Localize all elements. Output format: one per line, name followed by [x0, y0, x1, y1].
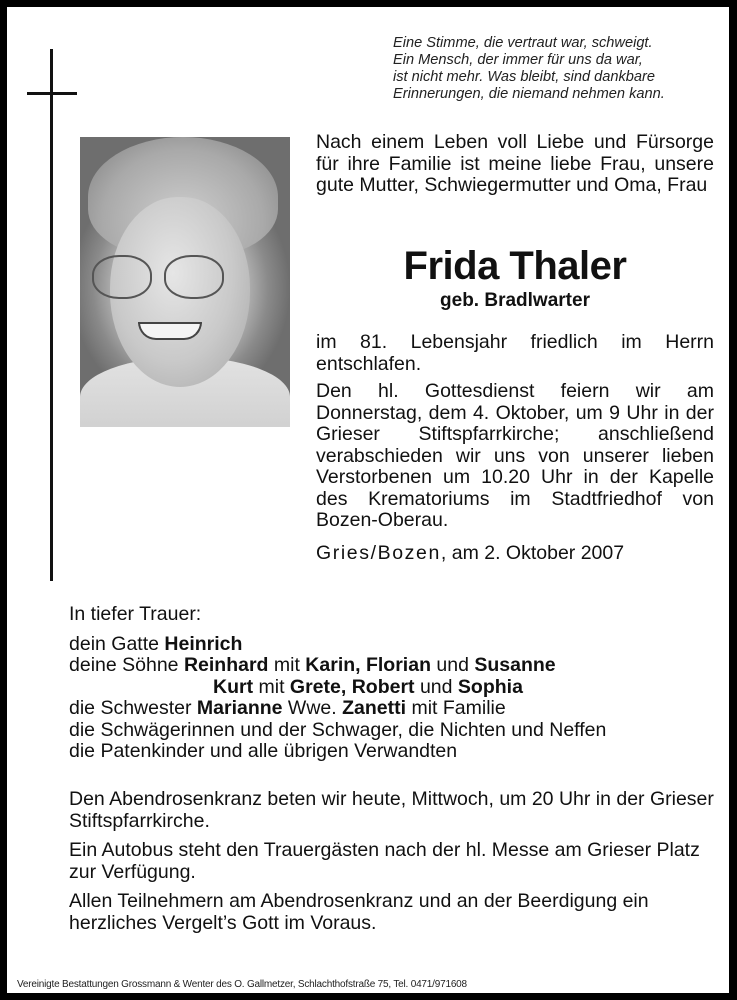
service-info: Den hl. Gottesdienst feiern wir am Donnerstag, dem 4. Oktober, um 9 Uhr in der Grieser Stiftspfarrkirche; anschließend verabschieden wir uns von unserer lieben Verstorbenen um 10.20 Uhr in der Kapelle des Krematoriums im Stadtfriedhof von Bozen-Oberau. [316, 380, 714, 531]
mourner-others: die Patenkinder und alle übrigen Verwandten [69, 740, 458, 762]
label: mit Familie [406, 697, 506, 719]
mourners-list [69, 604, 719, 763]
label: dein Gatte [69, 632, 165, 655]
name: Grete, Robert [289, 675, 415, 698]
name: Kurt [213, 675, 254, 698]
label: und [430, 654, 475, 676]
name: Karin, Florian [305, 654, 431, 676]
place-date [316, 541, 624, 565]
poem-line: Eine Stimme, die vertraut war, schweigt. [393, 35, 653, 51]
poem-line: Ein Mensch, der immer für uns da war, [393, 52, 643, 68]
label: Wwe. [282, 697, 343, 719]
name: Sophia [457, 675, 523, 698]
obituary-sheet [7, 7, 729, 993]
date: , am 2. Oktober 2007 [440, 542, 625, 564]
name: Heinrich [164, 632, 243, 655]
cross-icon [50, 49, 53, 581]
portrait-smile [138, 322, 202, 340]
maiden-name: geb. Bradlwarter [440, 290, 590, 311]
label: und [414, 675, 458, 698]
label: mit [253, 675, 290, 698]
funeral-home-footer: Vereinigte Bestattungen Grossmann & Wenter des O. Gallmetzer, Schlachthofstraße 75, Tel. 0471/971608 [17, 979, 467, 990]
death-notice: im 81. Lebensjahr friedlich im Herrn entschlafen. [316, 331, 714, 375]
portrait-glasses-left [92, 255, 152, 299]
name: Susanne [474, 654, 556, 676]
mourner-sons-2 [69, 677, 719, 699]
memorial-poem [393, 35, 713, 103]
mourner-sons [69, 655, 719, 677]
mourners-heading: In tiefer Trauer: [69, 603, 202, 625]
note-thanks: Allen Teilnehmern am Abendrosenkranz und an der Beerdigung ein herzliches Vergelt’s Gott im Voraus. [69, 890, 649, 934]
label: mit [268, 654, 306, 676]
cross-icon-bar [27, 92, 77, 95]
label: deine Söhne [69, 654, 184, 676]
note-rosary: Den Abendrosenkranz beten wir heute, Mittwoch, um 20 Uhr in der Grieser Stiftspfarrkirche. [69, 788, 714, 832]
place: Gries/Bozen [316, 542, 441, 564]
portrait-photo [80, 137, 290, 427]
portrait-glasses-right [164, 255, 224, 299]
mourner-sister [69, 698, 719, 720]
mourner-husband [69, 634, 719, 656]
deceased-name: Frida Thaler [403, 244, 627, 288]
mourner-inlaws: die Schwägerinnen und der Schwager, die Nichten und Neffen [69, 718, 607, 741]
poem-line: Erinnerungen, die niemand nehmen kann. [393, 86, 665, 102]
label: die Schwester [69, 697, 197, 719]
name: Marianne [196, 697, 283, 719]
notice-body [316, 332, 714, 538]
notes [69, 789, 719, 942]
poem-line: ist nicht mehr. Was bleibt, sind dankbare [393, 69, 656, 85]
name: Reinhard [183, 654, 269, 676]
name: Zanetti [342, 697, 407, 719]
note-bus: Ein Autobus steht den Trauergästen nach der hl. Messe am Grieser Platz zur Verfügung. [69, 839, 700, 883]
intro-text: Nach einem Leben voll Liebe und Fürsorge für ihre Familie ist meine liebe Frau, unsere gute Mutter, Schwiegermutter und Oma, Frau [316, 131, 714, 196]
